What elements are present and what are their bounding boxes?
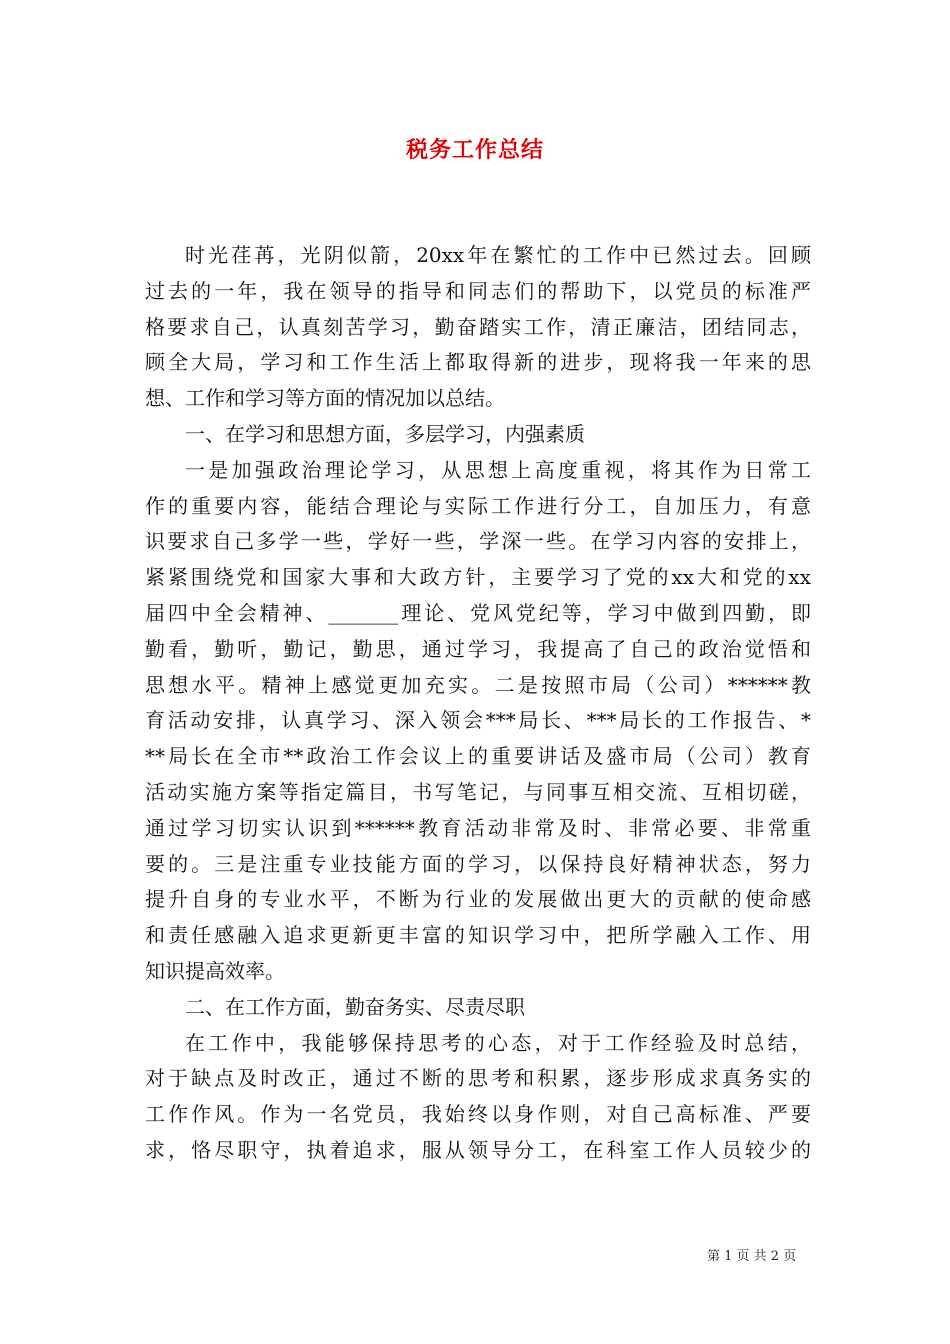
- text-line: 作的重要内容，能结合理论与实际工作进行分工，自加压力，有意: [145, 493, 811, 518]
- text-line: 过去的一年，我在领导的指导和同志们的帮助下，以党员的标准严: [145, 278, 811, 303]
- document-body: [145, 238, 811, 1169]
- text-line: 勤看，勤听，勤记，勤思，通过学习，我提高了自己的政治觉悟和: [145, 636, 811, 661]
- section-heading-2: 二、在工作方面，勤奋务实、尽责尽职: [185, 994, 525, 1019]
- text-line: 识要求自己多学一些，学好一些，学深一些。在学习内容的安排上，: [145, 529, 811, 554]
- text-line: 对于缺点及时改正，通过不断的思考和积累，逐步形成求真务实的: [145, 1066, 811, 1091]
- text-line: 求，恪尽职守，执着追求，服从领导分工，在科室工作人员较少的: [145, 1137, 811, 1162]
- text-line: 知识提高效率。: [145, 958, 285, 983]
- text-line: 在工作中，我能够保持思考的心态，对于工作经验及时总结，: [185, 1030, 811, 1055]
- text-line: 紧紧围绕党和国家大事和大政方针，主要学习了党的xx大和党的xx: [145, 565, 811, 590]
- text-line: 工作作风。作为一名党员，我始终以身作则，对自己高标准、严要: [145, 1102, 811, 1127]
- text-line: 育活动安排，认真学习、深入领会***局长、***局长的工作报告、*: [145, 708, 811, 733]
- text-line: 通过学习切实认识到******教育活动非常及时、非常必要、非常重: [145, 815, 811, 840]
- text-line: 顾全大局，学习和工作生活上都取得新的进步，现将我一年来的思: [145, 350, 811, 375]
- text-line: 想、工作和学习等方面的情况加以总结。: [145, 386, 505, 411]
- text-line: 格要求自己，认真刻苦学习，勤奋踏实工作，清正廉洁，团结同志，: [145, 314, 811, 339]
- document-title: 税务工作总结: [405, 137, 544, 163]
- text-line: 提升自身的专业水平，不断为行业的发展做出更大的贡献的使命感: [145, 887, 811, 912]
- text-line: 和责任感融入追求更新更丰富的知识学习中，把所学融入工作、用: [145, 923, 811, 948]
- text-line: 届四中全会精神、_______理论、党风党纪等，学习中做到四勤，即: [145, 600, 811, 625]
- text-line: 一是加强政治理论学习，从思想上高度重视，将其作为日常工: [185, 457, 811, 482]
- page-number-footer: 第 1 页 共 2 页: [707, 1249, 797, 1264]
- text-line: 时光荏苒，光阴似箭，20xx年在繁忙的工作中已然过去。回顾: [185, 243, 811, 267]
- text-line: **局长在全市**政治工作会议上的重要讲话及盛市局（公司）教育: [145, 744, 811, 769]
- text-line: 思想水平。精神上感觉更加充实。二是按照市局（公司）******教: [145, 672, 811, 697]
- text-line: 要的。三是注重专业技能方面的学习，以保持良好精神状态，努力: [145, 851, 811, 876]
- text-line: 活动实施方案等指定篇目，书写笔记，与同事互相交流、互相切磋，: [145, 779, 811, 804]
- section-heading-1: 一、在学习和思想方面，多层学习，内强素质: [185, 421, 585, 446]
